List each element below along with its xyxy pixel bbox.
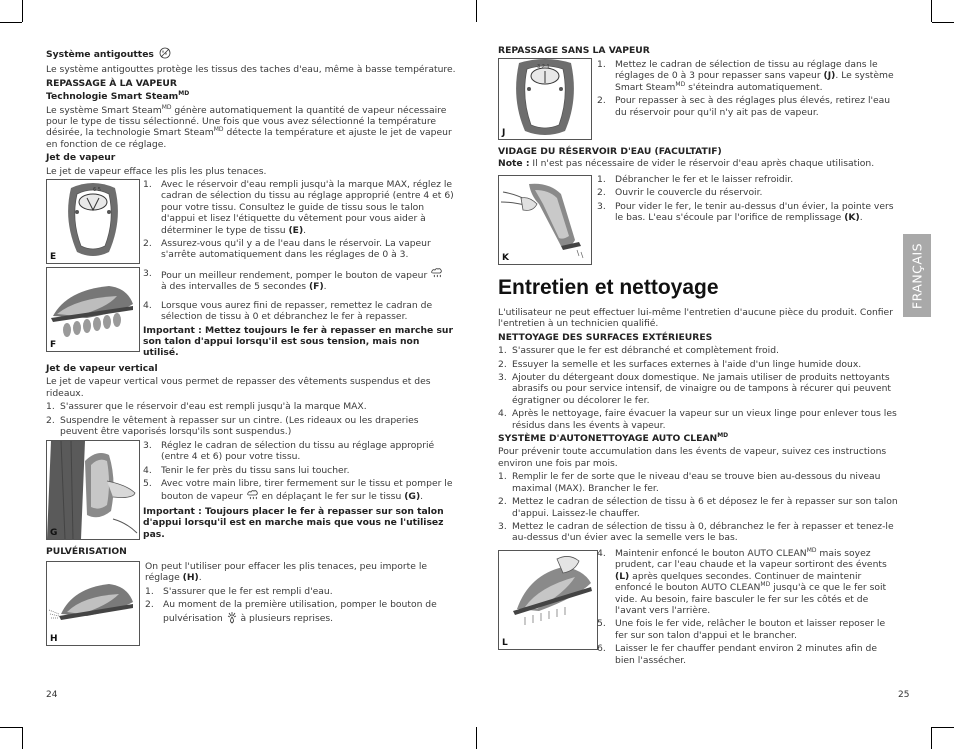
dial-numbers: 6 5 bbox=[93, 187, 101, 193]
care-text: L'utilisateur ne peut effectuer lui-même l'entretien d'aucune pièce du produit. Confier l'entretien à un technicien qualifié. bbox=[498, 307, 893, 330]
jet-steps-a bbox=[143, 179, 455, 261]
figure-label-l: L bbox=[502, 638, 508, 648]
list-item: 1. S'assurer que le fer est rempli d'eau. bbox=[145, 585, 333, 597]
antidrip-title: Système antigouttes bbox=[46, 47, 456, 60]
dry-heading-wrap bbox=[498, 45, 650, 56]
list-item: 4. Tenir le fer près du tissu sans lui toucher. bbox=[143, 464, 350, 476]
crop-mark bbox=[931, 0, 932, 22]
drain-heading: VIDAGE DU RÉSERVOIR D'EAU (FACULTATIF) bbox=[498, 146, 722, 157]
page-number-left: 24 bbox=[46, 690, 58, 700]
figure-h bbox=[46, 561, 140, 646]
crop-mark bbox=[22, 727, 23, 749]
list-item: 1. Avec le réservoir d'eau rempli jusqu'à la marque MAX, réglez le cadran de sélection du tissu au réglage approprié (entre 4 et 6) pour votre tissu. Consultez le guide de tissu sous le talon d'appui et lisez l'étiquette du vêtement pour vous aider à déterminer le type de tissu (E). bbox=[143, 179, 454, 236]
list-item: 4. Lorsque vous aurez fini de repasser, remettez le cadran de sélection de tissu à 0 et débranchez le fer à repasser. bbox=[143, 299, 433, 323]
vertical-steam-illustration bbox=[47, 441, 139, 539]
figure-label-h: H bbox=[50, 634, 58, 644]
page-title: Entretien et nettoyage bbox=[498, 276, 719, 299]
list-item: 3. Pour vider le fer, le tenir au-dessus d'un évier, la pointe vers le bas. L'eau s'écoule par l'orifice de remplissage (K). bbox=[597, 200, 894, 224]
crop-mark bbox=[22, 0, 23, 22]
crop-mark bbox=[931, 727, 932, 749]
crop-mark bbox=[932, 727, 954, 728]
steam-button-icon bbox=[246, 490, 259, 501]
drain-iron-illustration bbox=[499, 176, 591, 264]
list-item: 1. Débrancher le fer et le laisser refroidir. bbox=[597, 174, 794, 185]
list-item: 1. S'assurer que le réservoir d'eau est rempli jusqu'à la marque MAX. bbox=[46, 401, 367, 413]
list-item: 2. Assurez-vous qu'il y a de l'eau dans le réservoir. La vapeur s'arrête automatiquement dans les réglages de 0 à 3. bbox=[143, 238, 431, 261]
language-tab: FRANÇAIS bbox=[903, 234, 931, 317]
drain-section bbox=[498, 146, 898, 170]
iron-dial-illustration bbox=[499, 59, 591, 139]
list-item: 2. Pour repasser à sec à des réglages plus élevés, retirez l'eau du réservoir pour qu'il n'y ait pas de vapeur. bbox=[597, 95, 891, 118]
figure-g bbox=[46, 440, 140, 540]
figure-k bbox=[498, 175, 592, 265]
figure-label-e: E bbox=[50, 252, 57, 262]
antidrip-icon bbox=[159, 47, 171, 59]
figure-e bbox=[46, 179, 140, 264]
autoclean-iron-illustration bbox=[499, 551, 597, 649]
list-item: 2. Ouvrir le couvercle du réservoir. bbox=[597, 187, 763, 199]
list-item: 2. Au moment de la première utilisation, pomper le bouton de pulvérisation à plusieurs reprises. bbox=[145, 599, 437, 624]
list-item: 3. Réglez le cadran de sélection du tissu au réglage approprié (entre 4 et 6) pour votre tissu. bbox=[143, 440, 435, 463]
smartsteam-text: Le système Smart Steam$^{MD}$ génère automatiquement la quantité de vapeur nécessaire pour le type de tissu sélectionné. Une fois que vous avez sélectionné la température désirée, la technologie Smart Steam$^{MD}$ détecte la température et ajuste le jet de vapeur en fonction de ce réglage. bbox=[46, 103, 452, 150]
list-item: 2. Suspendre le vêtement à repasser sur un cintre. (Les rideaux ou les draperies peuvent être vaporisés lorsqu'ils sont suspendus.) bbox=[46, 414, 419, 438]
spray-heading-wrap bbox=[46, 546, 127, 557]
list-item: 3. Ajouter du détergeant doux domestique. Ne jamais utiliser de produits nettoyants abrasifs ou pour service intensif, de vinaigre ou de tampons à récurer qui peuvent égratigner ou décolorer le fer. bbox=[498, 372, 892, 406]
iron-spray-illustration bbox=[47, 562, 139, 645]
figure-l bbox=[498, 550, 598, 650]
dry-heading: REPASSAGE SANS LA VAPEUR bbox=[498, 45, 650, 56]
jet-heading: Jet de vapeur bbox=[46, 152, 116, 164]
iron-steam-illustration bbox=[47, 268, 139, 351]
antidrip-text: Le système antigouttes protège les tissus des taches d'eau, même à basse température. bbox=[46, 64, 456, 76]
figure-label-j: J bbox=[502, 128, 506, 138]
drain-steps bbox=[597, 174, 897, 224]
list-item: 5. Une fois le fer vide, relâcher le bouton et laisser reposer le fer sur son talon d'appui et le brancher. bbox=[597, 618, 886, 641]
spray-heading: PULVÉRISATION bbox=[46, 546, 127, 557]
left-page bbox=[46, 47, 456, 177]
list-item: 1. Remplir le fer de sorte que le niveau d'eau se trouve bien au-dessous du niveau maximal (MAX). Brancher le fer. bbox=[498, 471, 881, 494]
figure-f bbox=[46, 267, 140, 352]
figure-label-f: F bbox=[50, 340, 57, 350]
drain-note: Note : Il n'est pas nécessaire de vider le réservoir d'eau après chaque utilisation. bbox=[498, 158, 875, 170]
list-item: 5. Avec votre main libre, tirer fermement sur le tissu et pomper le bouton de vapeur en déplaçant le fer sur le tissu (G). bbox=[143, 478, 453, 502]
list-item: 4. Maintenir enfoncé le bouton AUTO $CLEAN^{MD}$ mais soyez prudent, car l'eau chaude et la vapeur sortiront des évents (L) après quelques secondes. Continuer de maintenir enfoncé le bouton AUTO $CLEAN^{MD}$ jusqu'à ce que le fer soit vide. Au besoin, faire basculer le fer sur les côtés et de l'avant vers l'arrière. bbox=[597, 546, 887, 617]
jet-important-note: Important : Mettez toujours le fer à repasser en marche sur son talon d'appui lorsqu'il est sous tension, mais non utilisé. bbox=[143, 324, 453, 359]
steam-button-icon bbox=[430, 268, 443, 280]
vertical-section bbox=[46, 363, 456, 437]
list-item: 2. Mettez le cadran de sélection de tissu à 6 et déposez le fer à repasser sur son talon d'appui. Laissez-le chauffer. bbox=[498, 496, 898, 519]
dry-steps bbox=[597, 59, 897, 118]
dial-numbers: 3 2 1 bbox=[537, 64, 550, 70]
smartsteam-heading: Technologie Smart Steam$^{MD}$ bbox=[46, 90, 190, 103]
spray-text: On peut l'utiliser pour effacer les plis tenaces, peu importe le réglage (H). bbox=[145, 561, 428, 584]
vertical-important-note: Important : Toujours placer le fer à repasser sur son talon d'appui lorsqu'il est en marche mais que vous ne l'utilisez pas. bbox=[143, 506, 444, 540]
crop-mark bbox=[0, 22, 22, 23]
jet-text: Le jet de vapeur efface les plis les plus tenaces. bbox=[46, 165, 267, 177]
list-item: 4. Après le nettoyage, faire évacuer la vapeur sur un vieux linge pour enlever tous les résidus dans les évents à vapeur. bbox=[498, 408, 897, 431]
list-item: 3. Mettez le cadran de sélection de tissu à 0, débranchez le fer à repasser et tenez-le au-dessus d'un évier avec la semelle vers le bas. bbox=[498, 520, 894, 544]
list-item: 6. Laisser le fer chauffer pendant environ 2 minutes afin de bien l'assécher. bbox=[597, 643, 877, 666]
autoclean-heading: SYSTÈME D'AUTONETTOYAGE AUTO $CLEAN^{MD}$ bbox=[498, 432, 729, 445]
list-item: 2. Essuyer la semelle et les surfaces externes à l'aide d'un linge humide doux. bbox=[498, 358, 862, 370]
figure-label-g: G bbox=[50, 528, 58, 538]
list-item: 1. Mettez le cadran de sélection de tissu au réglage dans le réglages de 0 à 3 pour repasser sans vapeur (J). Le système Smart Steam$^{MD}$ s'éteindra automatiquement. bbox=[597, 59, 894, 93]
autoclean-text: Pour prévenir toute accumulation dans les évents de vapeur, suivez ces instructions environ une fois par mois. bbox=[498, 446, 887, 469]
list-item: 3. Pour un meilleur rendement, pomper le bouton de vapeur à des intervalles de 5 secondes (F). bbox=[143, 268, 455, 293]
jet-steps-b bbox=[143, 268, 455, 359]
figure-j bbox=[498, 58, 592, 140]
steam-heading: REPASSAGE À LA VAPEUR bbox=[46, 77, 177, 89]
crop-mark bbox=[476, 727, 477, 749]
crop-mark bbox=[0, 727, 22, 728]
crop-mark bbox=[932, 22, 954, 23]
figure-label-k: K bbox=[502, 253, 509, 263]
autoclean-steps-b bbox=[597, 548, 897, 666]
care-section bbox=[498, 307, 898, 544]
spray-button-icon bbox=[226, 611, 238, 624]
vertical-text: Le jet de vapeur vertical vous permet de repasser des vêtements suspendus et des rideaux. bbox=[46, 376, 431, 399]
vertical-heading: Jet de vapeur vertical bbox=[46, 363, 158, 374]
crop-mark bbox=[476, 0, 477, 22]
spray-section bbox=[145, 561, 445, 624]
list-item: 1. S'assurer que le fer est débranché et complètement froid. bbox=[498, 345, 779, 357]
page-number-right: 25 bbox=[898, 690, 910, 700]
vertical-steps-b bbox=[143, 440, 456, 540]
surface-heading: NETTOYAGE DES SURFACES EXTÉRIEURES bbox=[498, 331, 713, 343]
